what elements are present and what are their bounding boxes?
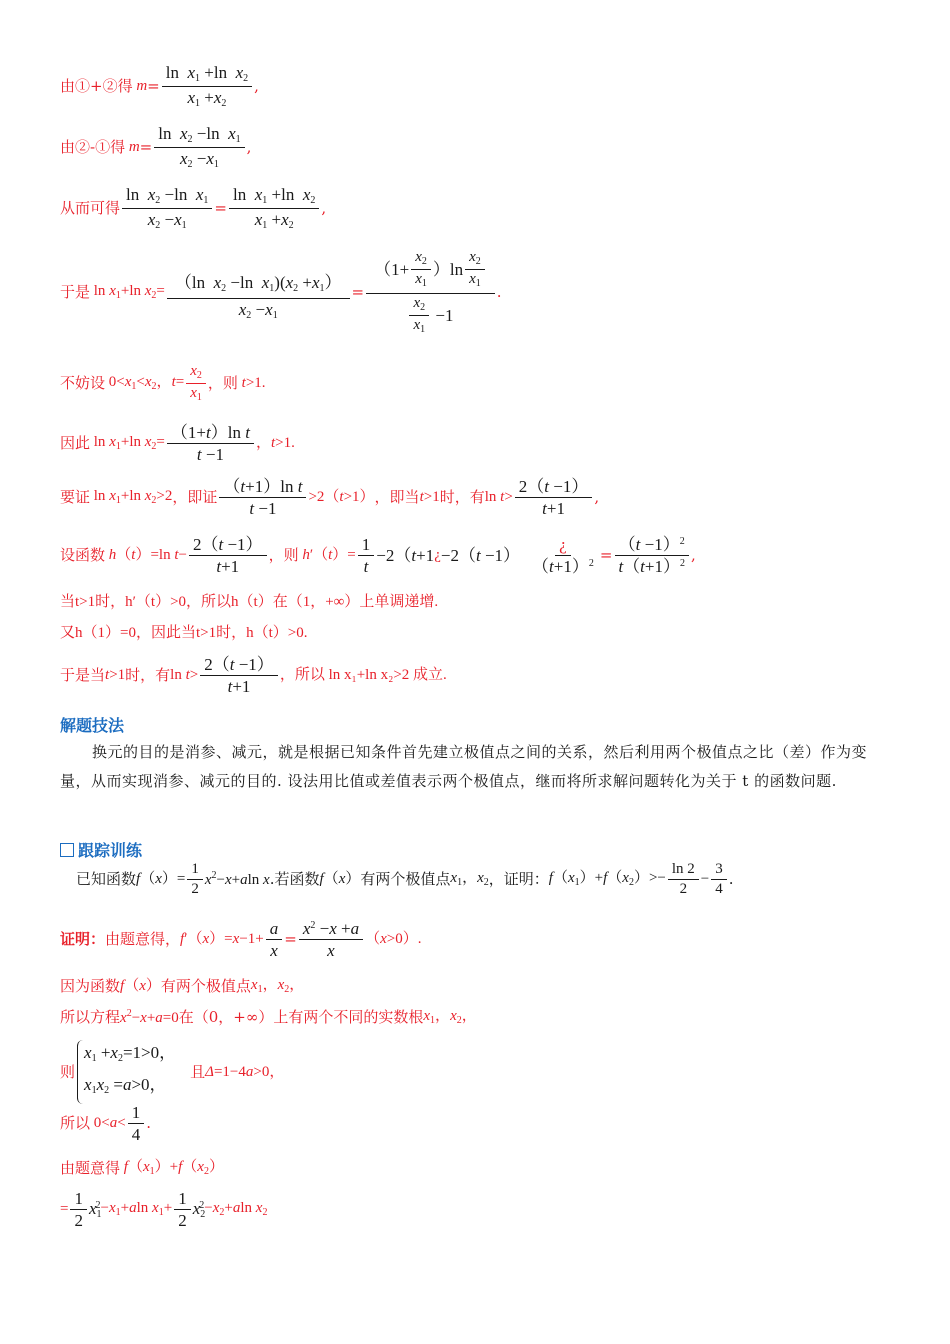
derivation-line-6: 因此 $\ln x_1+\ln$ $x_2=$ $\frac{\text{（1+t）ln t}}{t -1}$ ，t>1. — [60, 423, 295, 464]
derivation-line-10: 又h（1）=0，因此当t>1时，h（t）>0. — [60, 625, 308, 641]
derivation-line-9: 当t>1时，h′（t）>0，所以h（t）在（1，+∞）上单调递增. — [60, 594, 439, 610]
system-of-equations: $x_1 +x_2=1>0$， $x_1x_2 =a>0$， — [77, 1040, 176, 1104]
technique-paragraph: 换元的目的是消参、减元，就是根据已知条件首先建立极值点之间的关系，然后利用两个极值点之比（差）作为变量，从而实现消参、减元的目的. 设法用比值或差值表示两个极值点，继而将所求解问题转化为关于 t 的函数问题. — [60, 743, 868, 790]
derivation-line-1: 由①+②得 m = $\frac{\ln x_1 +\ln x_2}{x_1 +x_2}$ , — [60, 63, 259, 109]
derivation-line-3: 从而可得 $\frac{\ln x_2 -\ln x_1}{x_2 -x_1}$ = $\frac{\ln x_1 +\ln x_2}{x_1 +x_2}$ , — [60, 185, 327, 231]
proof-line-3: 所以方程 $x^2-x+a=0$ 在（0，+∞）上有两个不同的实数根 $x_1$，$x_2$， — [60, 1008, 477, 1026]
proof-line-1: 证明： 由题意得， f′（x）=x−1+ $\frac{a}{x}$ = $\frac{x^2 -x +a}{x}$ （x>0）. — [60, 919, 422, 960]
proof-line-5: 所以 0<a< $\frac{1}{4}$ . — [60, 1103, 151, 1144]
derivation-line-4: 于是 $\ln x_1+\ln$ $x_2=$ $\frac{(\ln x_2 -\ln x_1)(x_2 +x_1)}{x_2 -x_1}$ = （1+ $\frac{x_2}{x_1}$ ）ln $\frac{x_2}{x_1}$ $\frac{x_2}{x_1}$ −1 . — [60, 249, 502, 335]
fraction: $\frac{\ln x_2 -\ln x_1}{x_2 -x_1}$ — [154, 125, 244, 170]
proof-line-2: 因为函数 f（x） 有两个极值点 $x_1$，$x_2$， — [60, 977, 305, 995]
derivation-line-8: 设函数 h（t）=ln t− $\frac{2(t -1)}{t+1}$ ，则 h′（t）= $\frac{1}{t}$ −2（t+1 ¿ −2（t −1） $\frac{¿}{(t+1)^2}$ = $\frac{(t -1)^2}{t(t+1)^2}$ , — [60, 535, 696, 576]
derivation-line-11: 于是当 t>1 时，有 ln t> $\frac{2(t -1)}{t+1}$ ，所以 ln x₁+ln x₂>2 成立. — [60, 655, 447, 696]
section-heading-technique: 解题技法 — [60, 716, 125, 735]
proof-line-6: 由题意得 $f(x_1)+f(x_2)$ — [60, 1159, 224, 1177]
proof-line-4: 则 $x_1 +x_2=1>0$， $x_1x_2 =a>0$， 且 Δ=1−4a>0， — [60, 1040, 284, 1104]
checkbox-square-icon — [60, 843, 74, 857]
fraction: $\frac{\ln x_1 +\ln x_2}{x_1 +x_2}$ — [162, 64, 252, 109]
practice-problem: 已知函数 f（x）= $\frac{1}{2}$ $x^2-x+aln$ x .若函数 f（x） 有两个极值点 $x_1$，$x_2$ ，证明： $f(x_1)+f(x_2)>-$ $\frac{\ln 2}{2}$ − $\frac{3}{4}$ . — [76, 861, 734, 897]
section-heading-practice: 跟踪训练 — [60, 838, 142, 861]
derivation-line-5: 不妨设 $0<x_1<x_2$，t= $\frac{x_2}{x_1}$ ，则 t>1. — [60, 363, 266, 403]
derivation-line-7: 要证 $\ln x_1+\ln$ $x_2>2$ ，即证 $\frac{\text{（t+1）ln t}}{t -1}$ >2（t>1） ，即当 t>1 时，有 ln t> $\frac{2(t -1)}{t+1}$ , — [60, 477, 600, 518]
derivation-line-2: 由②-①得 m = $\frac{\ln x_2 -\ln x_1}{x_2 -x_1}$ , — [60, 124, 252, 170]
proof-line-7: = $\frac{1}{2}$ $x_1^2$ $-x_1+aln$ $x_1+$ $\frac{1}{2}$ $x_2^2$ $-x_2+aln$ $x_2$ — [60, 1189, 268, 1230]
